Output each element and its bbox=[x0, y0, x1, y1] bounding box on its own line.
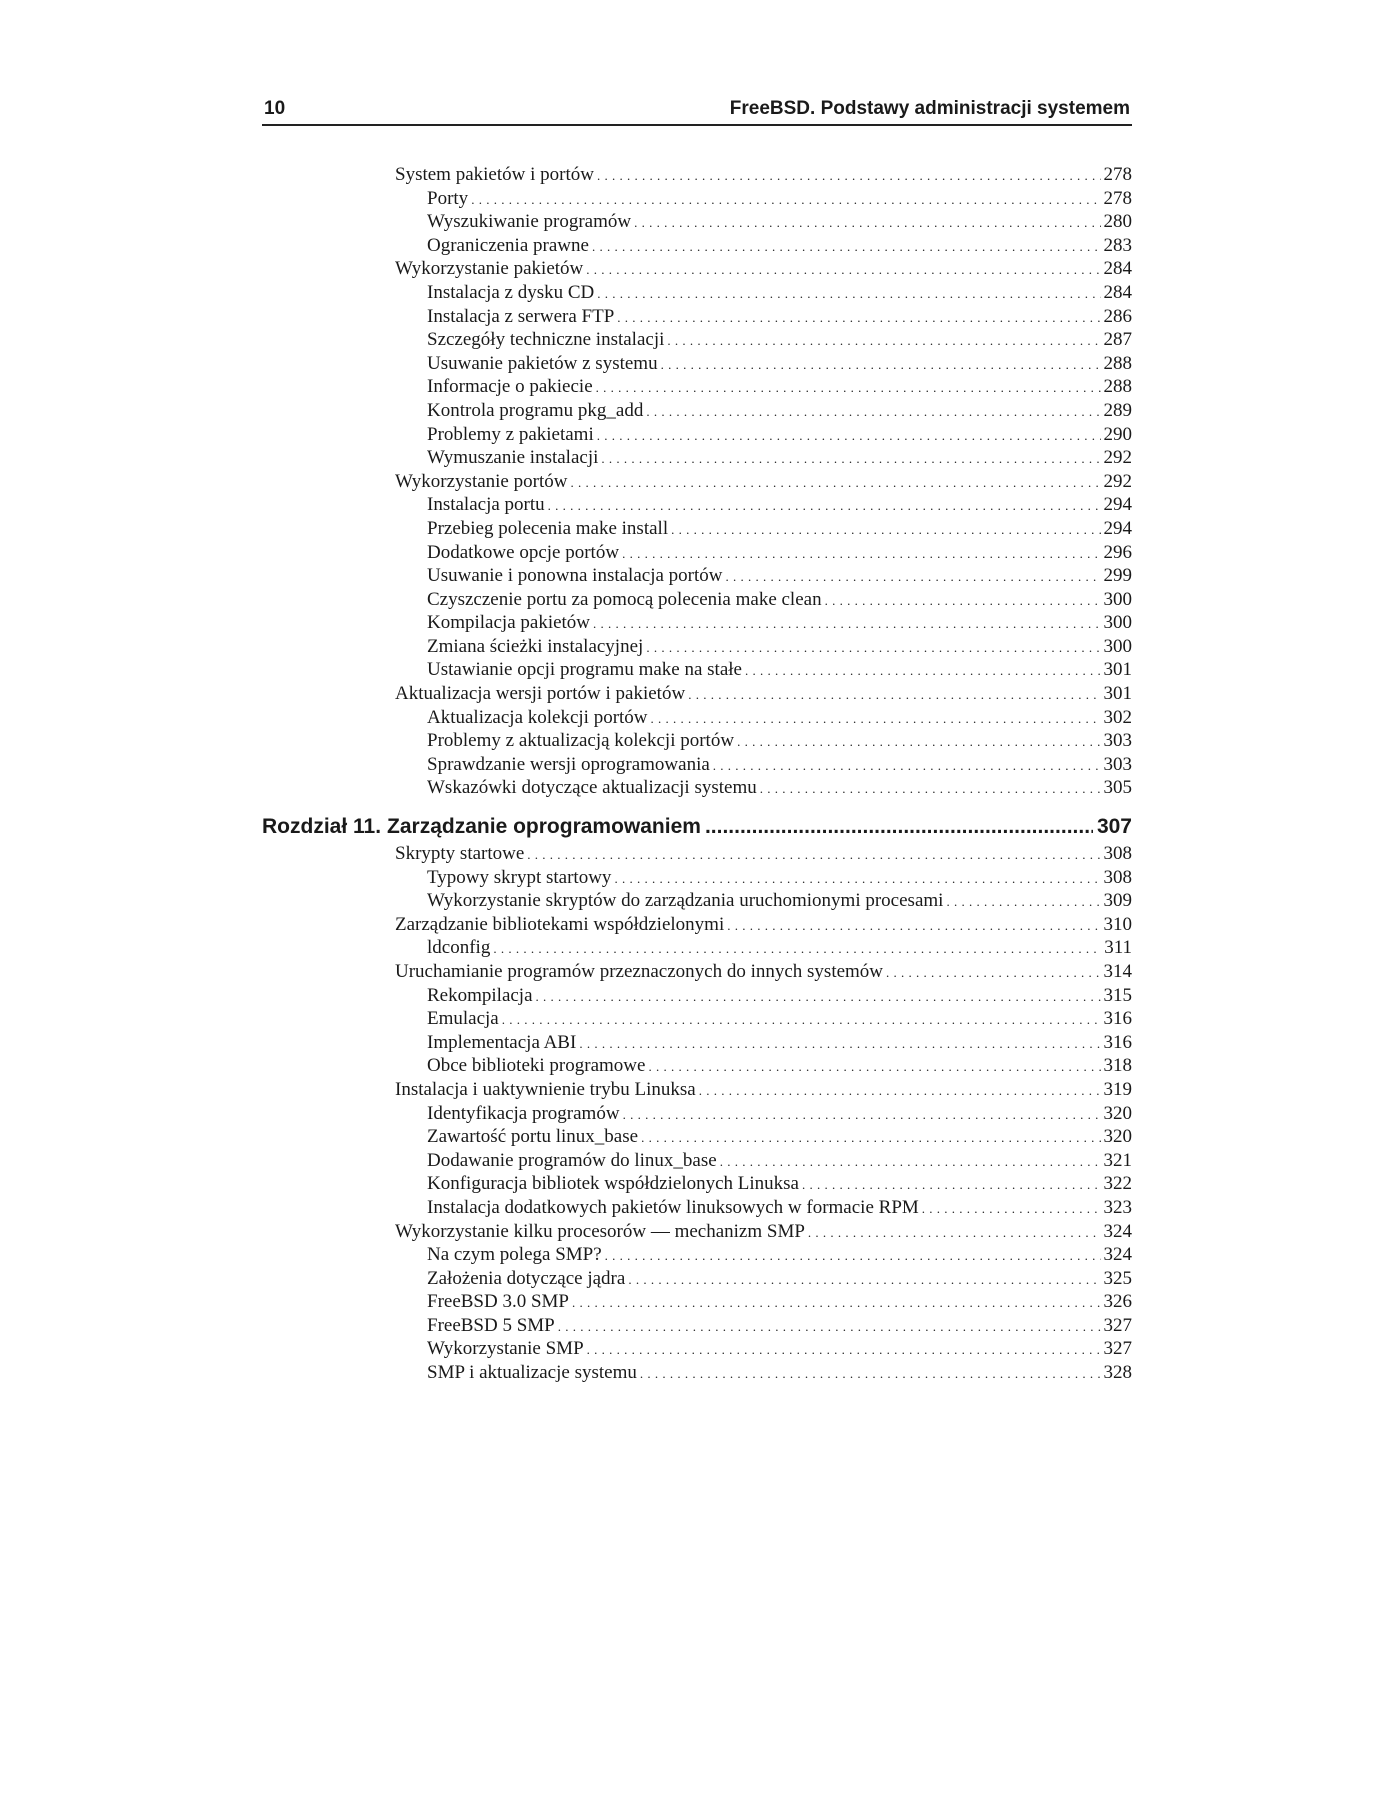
dot-leader bbox=[946, 889, 1100, 914]
toc-subentry[interactable] bbox=[395, 729, 1132, 753]
running-header bbox=[262, 96, 1132, 126]
dot-leader bbox=[593, 611, 1100, 636]
toc-entry-title: Porty bbox=[427, 187, 469, 209]
toc-subentry[interactable] bbox=[395, 423, 1132, 447]
toc-subentry[interactable] bbox=[395, 1196, 1132, 1220]
toc-entry-title: Instalacja z dysku CD bbox=[427, 281, 595, 303]
toc-entry-title: Aktualizacja wersji portów i pakietów bbox=[395, 683, 686, 705]
toc-page-number: 319 bbox=[1103, 1078, 1132, 1100]
toc-page-number: 328 bbox=[1103, 1362, 1132, 1384]
dot-leader bbox=[886, 960, 1100, 985]
toc-page-number: 300 bbox=[1103, 612, 1132, 634]
dot-leader bbox=[597, 423, 1101, 448]
toc-subentry[interactable] bbox=[395, 517, 1132, 541]
dot-leader bbox=[745, 658, 1101, 683]
toc-entry-title: Aktualizacja kolekcji portów bbox=[427, 706, 648, 728]
dot-leader bbox=[727, 913, 1100, 938]
toc-page-number: 310 bbox=[1103, 913, 1132, 935]
toc-entry-title: Usuwanie i ponowna instalacja portów bbox=[427, 565, 723, 587]
toc-entry-title: Informacje o pakiecie bbox=[427, 376, 593, 398]
toc-page-number: 305 bbox=[1103, 777, 1132, 799]
toc-page-number: 300 bbox=[1103, 588, 1132, 610]
toc-entry-title: Wykorzystanie SMP bbox=[427, 1338, 584, 1360]
toc-page-number: 323 bbox=[1103, 1196, 1132, 1218]
toc-page-number: 303 bbox=[1103, 753, 1132, 775]
toc-entry-title: Zawartość portu linux_base bbox=[427, 1126, 639, 1148]
toc-page-number: 309 bbox=[1103, 890, 1132, 912]
toc-subentry[interactable] bbox=[395, 1243, 1132, 1267]
toc-subentry[interactable] bbox=[395, 1149, 1132, 1173]
dot-leader bbox=[737, 729, 1100, 754]
dot-leader bbox=[601, 446, 1100, 471]
toc-entry-title: Problemy z pakietami bbox=[427, 423, 594, 445]
toc-page-number: 326 bbox=[1103, 1291, 1132, 1313]
dot-leader bbox=[648, 1054, 1100, 1079]
toc-subentry[interactable] bbox=[395, 658, 1132, 682]
toc-page-number: 320 bbox=[1103, 1126, 1132, 1148]
toc-entry-title: FreeBSD 5 SMP bbox=[427, 1314, 555, 1336]
toc-entry-title: Wykorzystanie pakietów bbox=[395, 258, 584, 280]
toc-page-number: 327 bbox=[1103, 1338, 1132, 1360]
chapter-page-number: 307 bbox=[1096, 815, 1132, 838]
toc-subentry[interactable] bbox=[395, 305, 1132, 329]
toc-section-after bbox=[395, 842, 1132, 1385]
toc-entry-title: Uruchamianie programów przeznaczonych do innych systemów bbox=[395, 960, 884, 982]
toc-page-number: 327 bbox=[1103, 1314, 1132, 1336]
toc-entry-title: Założenia dotyczące jądra bbox=[427, 1267, 626, 1289]
dot-leader bbox=[634, 210, 1100, 235]
toc-subentry[interactable] bbox=[395, 187, 1132, 211]
toc-subentry[interactable] bbox=[395, 234, 1132, 258]
dot-leader bbox=[661, 352, 1101, 377]
toc-subentry[interactable] bbox=[395, 1290, 1132, 1314]
dot-leader bbox=[596, 375, 1101, 400]
toc-page-number: 284 bbox=[1103, 258, 1132, 280]
dot-leader bbox=[922, 1196, 1101, 1221]
dot-leader bbox=[597, 163, 1101, 188]
toc-subentry[interactable] bbox=[395, 210, 1132, 234]
toc-entry-title: Ograniczenia prawne bbox=[427, 234, 589, 256]
toc-entry-title: Dodatkowe opcje portów bbox=[427, 541, 620, 563]
toc-subentry[interactable] bbox=[395, 541, 1132, 565]
toc-subentry[interactable] bbox=[395, 493, 1132, 517]
toc-page-number: 314 bbox=[1103, 960, 1132, 982]
toc-entry-title: Typowy skrypt startowy bbox=[427, 866, 612, 888]
toc-entry-title: Obce biblioteki programowe bbox=[427, 1055, 646, 1077]
toc-entry-title: Ustawianie opcji programu make na stałe bbox=[427, 659, 742, 681]
toc-entry-title: FreeBSD 3.0 SMP bbox=[427, 1291, 569, 1313]
toc-page-number: 278 bbox=[1103, 187, 1132, 209]
toc-subentry[interactable] bbox=[395, 635, 1132, 659]
toc-entry-title: Wykorzystanie kilku procesorów — mechanizm SMP bbox=[395, 1220, 805, 1242]
toc-entry[interactable] bbox=[395, 257, 1132, 281]
toc-page-number: 296 bbox=[1103, 541, 1132, 563]
dot-leader bbox=[592, 234, 1101, 259]
toc-page-number: 302 bbox=[1103, 706, 1132, 728]
toc-entry-title: Dodawanie programów do linux_base bbox=[427, 1149, 717, 1171]
dot-leader bbox=[471, 187, 1100, 212]
dot-leader bbox=[502, 1007, 1101, 1032]
toc-subentry[interactable] bbox=[395, 588, 1132, 612]
toc-page-number: 284 bbox=[1103, 281, 1132, 303]
toc-page-number: 278 bbox=[1103, 164, 1132, 185]
dot-leader bbox=[667, 328, 1100, 353]
toc-page-number: 301 bbox=[1103, 659, 1132, 681]
toc-entry-title: Przebieg polecenia make install bbox=[427, 517, 669, 539]
toc-page-number: 283 bbox=[1103, 234, 1132, 256]
chapter-label: Rozdział 11. bbox=[262, 815, 382, 838]
toc-subentry[interactable] bbox=[395, 564, 1132, 588]
dot-leader bbox=[825, 588, 1101, 613]
toc-entry[interactable] bbox=[395, 1220, 1132, 1244]
toc-page-number: 299 bbox=[1103, 565, 1132, 587]
toc-entry[interactable] bbox=[395, 163, 1132, 187]
toc-entry[interactable] bbox=[395, 682, 1132, 706]
dot-leader bbox=[570, 470, 1100, 495]
toc-entry-title: Instalacja i uaktywnienie trybu Linuksa bbox=[395, 1078, 696, 1100]
toc-page-number: 288 bbox=[1103, 376, 1132, 398]
toc-entry-title: Usuwanie pakietów z systemu bbox=[427, 352, 658, 374]
toc-entry-title: Zmiana ścieżki instalacyjnej bbox=[427, 635, 644, 657]
toc-page-number: 287 bbox=[1103, 329, 1132, 351]
dot-leader bbox=[536, 984, 1101, 1009]
toc-page-number: 290 bbox=[1103, 423, 1132, 445]
chapter-title: Zarządzanie oprogramowaniem bbox=[387, 815, 701, 838]
toc-entry-title: Wskazówki dotyczące aktualizacji systemu bbox=[427, 777, 757, 799]
dot-leader bbox=[640, 1361, 1101, 1386]
toc-entry-title: Sprawdzanie wersji oprogramowania bbox=[427, 753, 710, 775]
toc-entry-title: ldconfig bbox=[427, 937, 491, 959]
toc-subentry[interactable] bbox=[395, 1007, 1132, 1031]
dot-leader bbox=[572, 1290, 1101, 1315]
dot-leader bbox=[579, 1031, 1100, 1056]
toc-subentry[interactable] bbox=[395, 281, 1132, 305]
toc-page-number: 316 bbox=[1103, 1008, 1132, 1030]
dot-leader bbox=[720, 1149, 1101, 1174]
toc-entry-title: Instalacja dodatkowych pakietów linuksowych w formacie RPM bbox=[427, 1196, 919, 1218]
toc-page-number: 280 bbox=[1103, 211, 1132, 233]
toc-subentry[interactable] bbox=[395, 446, 1132, 470]
dot-leader bbox=[558, 1314, 1101, 1339]
dot-leader bbox=[705, 815, 1093, 839]
toc-entry-title: System pakietów i portów bbox=[395, 164, 594, 185]
toc-subentry[interactable] bbox=[395, 1267, 1132, 1291]
toc-entry-title: Instalacja z serwera FTP bbox=[427, 305, 615, 327]
toc-entry-title: Wymuszanie instalacji bbox=[427, 447, 599, 469]
toc-page-number: 289 bbox=[1103, 399, 1132, 421]
toc-entry[interactable] bbox=[395, 1078, 1132, 1102]
dot-leader bbox=[586, 257, 1100, 282]
toc-subentry[interactable] bbox=[395, 1337, 1132, 1361]
toc-subentry[interactable] bbox=[395, 375, 1132, 399]
toc-entry-title: Wykorzystanie portów bbox=[395, 470, 568, 492]
dot-leader bbox=[688, 682, 1100, 707]
dot-leader bbox=[651, 706, 1101, 731]
dot-leader bbox=[605, 1243, 1101, 1268]
toc-page-number: 311 bbox=[1104, 937, 1132, 959]
dot-leader bbox=[646, 399, 1100, 424]
dot-leader bbox=[622, 541, 1100, 566]
toc-entry-title: Kompilacja pakietów bbox=[427, 612, 591, 634]
toc-subentry[interactable] bbox=[395, 1031, 1132, 1055]
toc-subentry[interactable] bbox=[395, 866, 1132, 890]
toc-page-number: 308 bbox=[1103, 866, 1132, 888]
toc-subentry[interactable] bbox=[395, 399, 1132, 423]
toc-subentry[interactable] bbox=[395, 1314, 1132, 1338]
toc-entry[interactable] bbox=[395, 913, 1132, 937]
toc-page-number: 294 bbox=[1103, 517, 1132, 539]
toc-entry-title: Skrypty startowe bbox=[395, 843, 525, 864]
dot-leader bbox=[671, 517, 1100, 542]
toc-entry-title: SMP i aktualizacje systemu bbox=[427, 1362, 637, 1384]
toc-section-before bbox=[395, 163, 1132, 800]
toc-subentry[interactable] bbox=[395, 936, 1132, 960]
toc-page-number: 292 bbox=[1103, 447, 1132, 469]
dot-leader bbox=[548, 493, 1101, 518]
dot-leader bbox=[623, 1102, 1101, 1127]
toc-subentry[interactable] bbox=[395, 352, 1132, 376]
toc-subentry[interactable] bbox=[395, 776, 1132, 800]
toc-entry-title: Czyszczenie portu za pomocą polecenia make clean bbox=[427, 588, 822, 610]
toc-page-number: 321 bbox=[1103, 1149, 1132, 1171]
toc-page-number: 325 bbox=[1103, 1267, 1132, 1289]
dot-leader bbox=[713, 753, 1101, 778]
toc-page-number: 324 bbox=[1103, 1220, 1132, 1242]
toc-entry-title: Emulacja bbox=[427, 1008, 499, 1030]
toc-page-number: 288 bbox=[1103, 352, 1132, 374]
toc-page-number: 294 bbox=[1103, 494, 1132, 516]
page-number: 10 bbox=[264, 98, 286, 119]
dot-leader bbox=[527, 842, 1100, 867]
toc-page-number: 286 bbox=[1103, 305, 1132, 327]
toc-entry-title: Wyszukiwanie programów bbox=[427, 211, 632, 233]
dot-leader bbox=[646, 635, 1100, 660]
toc-entry-title: Na czym polega SMP? bbox=[427, 1244, 602, 1266]
dot-leader bbox=[587, 1337, 1101, 1362]
dot-leader bbox=[617, 305, 1100, 330]
toc-page-number: 318 bbox=[1103, 1055, 1132, 1077]
toc-page-number: 316 bbox=[1103, 1031, 1132, 1053]
dot-leader bbox=[699, 1078, 1101, 1103]
dot-leader bbox=[808, 1220, 1101, 1245]
book-title: FreeBSD. Podstawy administracji systemem bbox=[729, 98, 1130, 119]
toc-subentry[interactable] bbox=[395, 984, 1132, 1008]
toc-entry[interactable] bbox=[395, 470, 1132, 494]
toc-entry-title: Rekompilacja bbox=[427, 984, 533, 1006]
toc-subentry[interactable] bbox=[395, 328, 1132, 352]
toc-subentry[interactable] bbox=[395, 1125, 1132, 1149]
toc-entry-title: Zarządzanie bibliotekami współdzielonymi bbox=[395, 913, 725, 935]
toc-entry-title: Wykorzystanie skryptów do zarządzania uruchomionymi procesami bbox=[427, 890, 944, 912]
toc-page-number: 320 bbox=[1103, 1102, 1132, 1124]
toc-subentry[interactable] bbox=[395, 611, 1132, 635]
toc-subentry[interactable] bbox=[395, 1054, 1132, 1078]
dot-leader bbox=[725, 564, 1100, 589]
toc-entry-title: Identyfikacja programów bbox=[427, 1102, 620, 1124]
toc-subentry[interactable] bbox=[395, 889, 1132, 913]
toc-entry[interactable] bbox=[395, 960, 1132, 984]
dot-leader bbox=[628, 1267, 1100, 1292]
toc-entry-title: Konfiguracja bibliotek współdzielonych Linuksa bbox=[427, 1173, 799, 1195]
toc-page-number: 322 bbox=[1103, 1173, 1132, 1195]
toc-page-number: 308 bbox=[1103, 843, 1132, 864]
toc-entry-title: Implementacja ABI bbox=[427, 1031, 577, 1053]
chapter-heading[interactable] bbox=[262, 815, 1132, 843]
toc-entry-title: Szczegóły techniczne instalacji bbox=[427, 329, 665, 351]
toc-subentry[interactable] bbox=[395, 706, 1132, 730]
toc-page-number: 301 bbox=[1103, 683, 1132, 705]
dot-leader bbox=[614, 866, 1100, 891]
toc-page-number: 292 bbox=[1103, 470, 1132, 492]
toc-entry-title: Problemy z aktualizacją kolekcji portów bbox=[427, 730, 735, 752]
dot-leader bbox=[641, 1125, 1100, 1150]
dot-leader bbox=[597, 281, 1100, 306]
dot-leader bbox=[493, 936, 1101, 961]
toc-page-number: 324 bbox=[1103, 1244, 1132, 1266]
toc-subentry[interactable] bbox=[395, 1361, 1132, 1385]
toc-page-number: 303 bbox=[1103, 730, 1132, 752]
toc-page-number: 300 bbox=[1103, 635, 1132, 657]
dot-leader bbox=[760, 776, 1101, 801]
toc-subentry[interactable] bbox=[395, 1172, 1132, 1196]
toc-entry-title: Instalacja portu bbox=[427, 494, 545, 516]
toc-entry[interactable] bbox=[395, 842, 1132, 866]
toc-subentry[interactable] bbox=[395, 753, 1132, 777]
toc-entry-title: Kontrola programu pkg_add bbox=[427, 399, 644, 421]
toc-page-number: 315 bbox=[1103, 984, 1132, 1006]
dot-leader bbox=[802, 1172, 1101, 1197]
toc-subentry[interactable] bbox=[395, 1102, 1132, 1126]
